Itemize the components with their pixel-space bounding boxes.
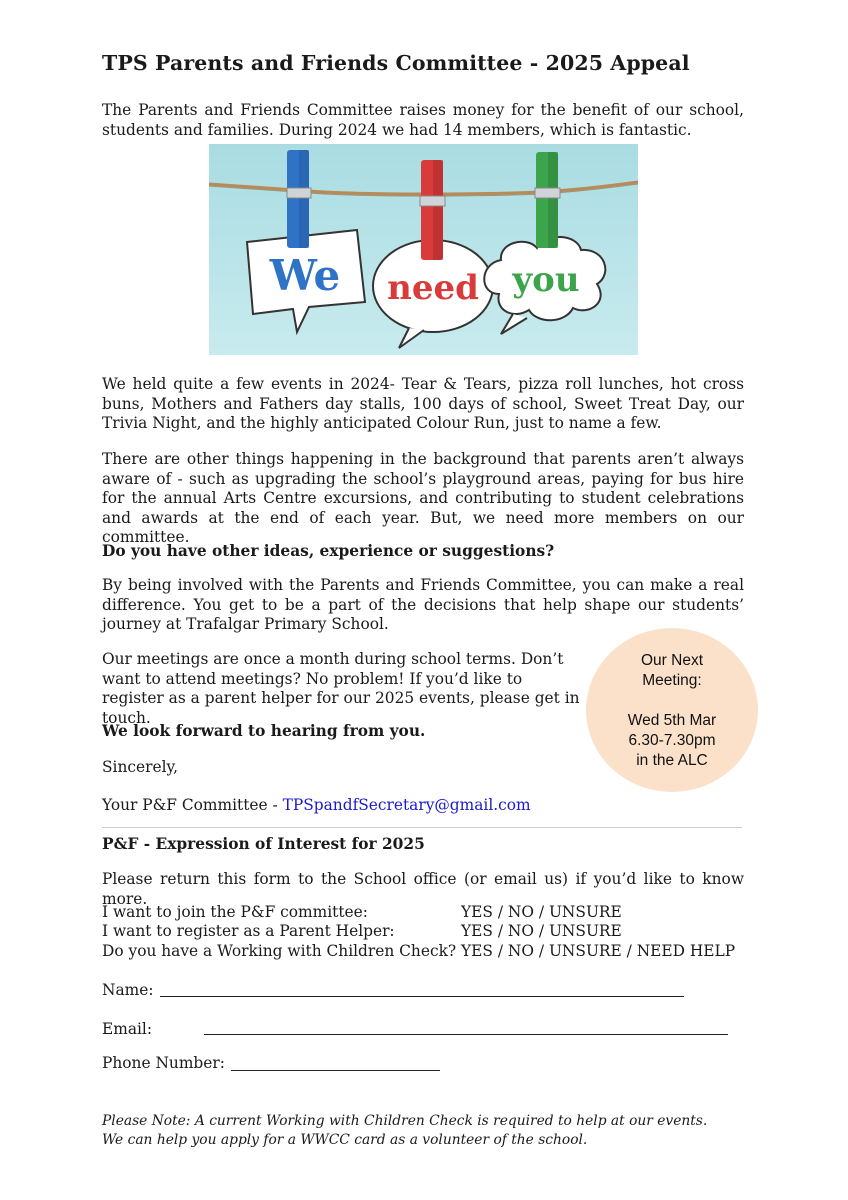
background-paragraph: There are other things happening in the background that parents aren’t always aware of - such as upgrading the school’s playground areas, paying for bus hire for the annual Arts Centre excursions, and contributing to student celebrations and awards at the end of each year. But, we need more members on our committee. [102, 450, 744, 547]
red-peg [420, 160, 445, 260]
intro-paragraph: The Parents and Friends Committee raises money for the benefit of our school, students and families. During 2024 we had 14 members, which is fantastic. [102, 101, 744, 139]
question-helper-label: I want to register as a Parent Helper: [102, 922, 395, 940]
question-join-label: I want to join the P&F committee: [102, 903, 368, 921]
involved-paragraph: By being involved with the Parents and Friends Committee, you can make a real difference. You get to be a part of the decisions that help shape our students’ journey at Trafalgar Primary School. [102, 576, 744, 634]
blue-peg [287, 150, 311, 248]
events-paragraph: We held quite a few events in 2024- Tear & Tears, pizza roll lunches, hot cross buns, Mothers and Fathers day stalls, 100 days of school, Sweet Treat Day, our Trivia Night, and the highly anticipated Colour Run, just to name a few. [102, 375, 744, 433]
note-line-2: We can help you apply for a WWCC card as a volunteer of the school. [102, 1131, 588, 1148]
green-peg [535, 152, 560, 248]
signoff [102, 796, 744, 816]
question-wwcc-label: Do you have a Working with Children Check? [102, 942, 457, 960]
signoff-prefix: Your P&F Committee - [102, 796, 283, 814]
question-wwcc-options[interactable]: YES / NO / UNSURE / NEED HELP [461, 942, 736, 960]
look-forward-text: We look forward to hearing from you. [102, 722, 426, 740]
name-label: Name: [102, 981, 154, 999]
you-word: you [512, 260, 580, 300]
page-title: TPS Parents and Friends Committee - 2025 Appeal [102, 51, 690, 75]
phone-field[interactable] [231, 1070, 440, 1071]
phone-label: Phone Number: [102, 1054, 225, 1072]
name-field[interactable] [160, 996, 684, 997]
we-word: We [269, 251, 341, 300]
wwcc-note [102, 1112, 707, 1149]
next-meeting-text: Our Next Meeting: Wed 5th Mar 6.30-7.30pm in the ALC [627, 652, 717, 769]
question-join-options[interactable]: YES / NO / UNSURE [461, 903, 622, 921]
form-instructions: Please return this form to the School office (or email us) if you’d like to know more. [102, 870, 744, 908]
email-link[interactable]: TPSpandfSecretary@gmail.com [282, 796, 531, 814]
divider [102, 827, 742, 828]
need-word: need [387, 268, 479, 308]
question-helper-options[interactable]: YES / NO / UNSURE [461, 922, 622, 940]
email-field[interactable] [204, 1034, 728, 1035]
form-heading: P&F - Expression of Interest for 2025 [102, 835, 425, 853]
sincerely-text: Sincerely, [102, 758, 179, 776]
note-line-1: Please Note: A current Working with Children Check is required to help at our events. [102, 1113, 708, 1129]
meetings-paragraph: Our meetings are once a month during school terms. Don’t want to attend meetings? No problem! If you’d like to register as a parent helper for our 2025 events, please get in touch. [102, 650, 580, 727]
email-label: Email: [102, 1020, 153, 1038]
we-need-you-illustration [209, 144, 638, 355]
ideas-heading: Do you have other ideas, experience or suggestions? [102, 542, 555, 560]
